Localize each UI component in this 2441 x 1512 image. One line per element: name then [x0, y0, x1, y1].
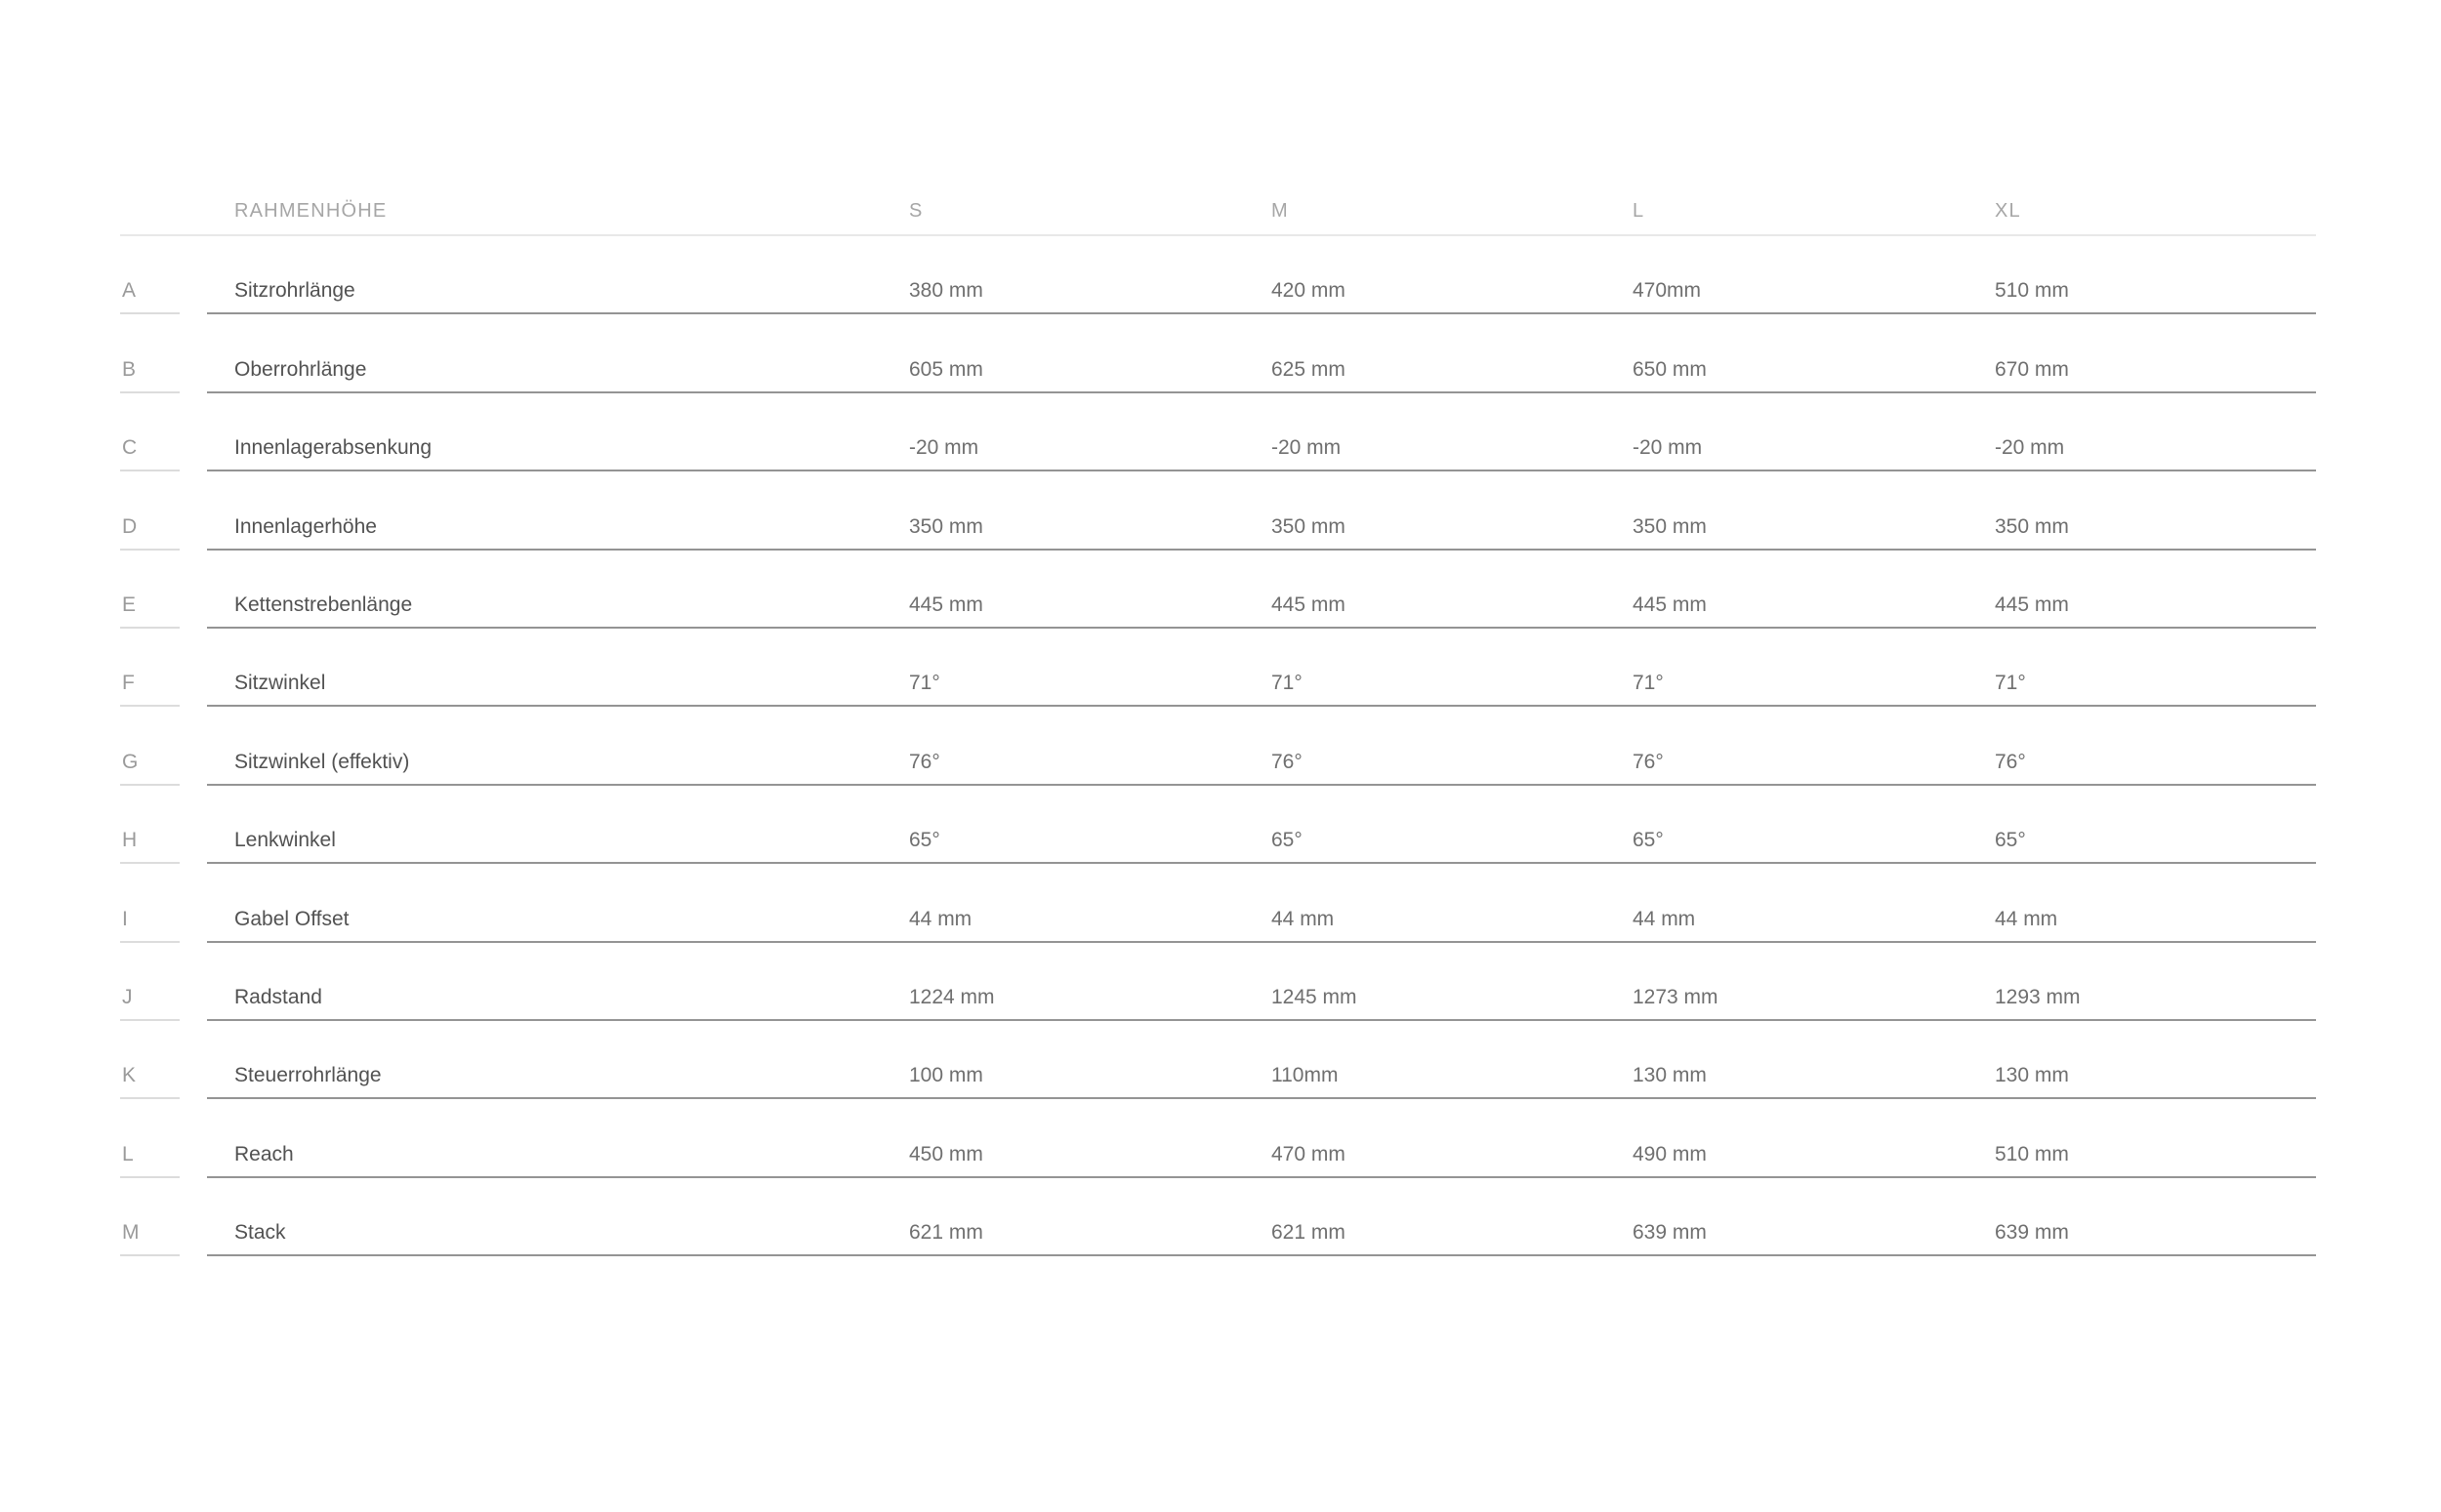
row-letter: L	[122, 1142, 134, 1165]
value-size-s: -20 mm	[909, 436, 979, 460]
value-size-xl: 130 mm	[1995, 1064, 2069, 1087]
row-letter: H	[122, 829, 138, 852]
row-letter: A	[122, 279, 137, 303]
row-letter: M	[122, 1221, 140, 1245]
table-row	[0, 786, 2441, 864]
value-size-l: 445 mm	[1633, 593, 1707, 616]
value-size-xl: 350 mm	[1995, 514, 2069, 538]
row-label: Lenkwinkel	[234, 829, 336, 852]
value-size-s: 44 mm	[909, 907, 972, 930]
value-size-m: 420 mm	[1271, 279, 1345, 303]
value-size-xl: 510 mm	[1995, 279, 2069, 303]
value-size-s: 65°	[909, 829, 940, 852]
value-size-m: 110mm	[1271, 1064, 1339, 1087]
value-size-m: 65°	[1271, 829, 1303, 852]
row-letter: K	[122, 1064, 137, 1087]
value-size-l: 130 mm	[1633, 1064, 1707, 1087]
value-size-l: 350 mm	[1633, 514, 1707, 538]
value-size-s: 445 mm	[909, 593, 983, 616]
column-header-size-m: M	[1271, 200, 1289, 222]
row-letter: B	[122, 357, 137, 381]
table-row	[0, 943, 2441, 1021]
value-size-s: 350 mm	[909, 514, 983, 538]
table-row	[0, 707, 2441, 785]
value-size-l: -20 mm	[1633, 436, 1703, 460]
row-label: Oberrohrlänge	[234, 357, 367, 381]
value-size-s: 450 mm	[909, 1142, 983, 1165]
value-size-xl: -20 mm	[1995, 436, 2065, 460]
row-letter: F	[122, 672, 135, 695]
value-size-m: 76°	[1271, 750, 1303, 773]
value-size-l: 44 mm	[1633, 907, 1696, 930]
row-label: Sitzwinkel (effektiv)	[234, 750, 410, 773]
value-size-s: 380 mm	[909, 279, 983, 303]
value-size-s: 71°	[909, 672, 940, 695]
table-row	[0, 1021, 2441, 1099]
value-size-s: 100 mm	[909, 1064, 983, 1087]
row-letter: E	[122, 593, 137, 616]
table-row	[0, 1178, 2441, 1256]
column-header-size-l: L	[1633, 200, 1645, 222]
value-size-l: 490 mm	[1633, 1142, 1707, 1165]
column-header-size-s: S	[909, 200, 924, 222]
value-size-m: 1245 mm	[1271, 985, 1357, 1008]
table-row	[0, 629, 2441, 707]
row-label: Stack	[234, 1221, 286, 1245]
value-size-xl: 445 mm	[1995, 593, 2069, 616]
table-row	[0, 1099, 2441, 1177]
row-label: Radstand	[234, 985, 322, 1008]
value-size-xl: 1293 mm	[1995, 985, 2081, 1008]
value-size-xl: 639 mm	[1995, 1221, 2069, 1245]
value-size-l: 639 mm	[1633, 1221, 1707, 1245]
table-header-row	[0, 0, 2441, 236]
column-header-rahmenhoehe: RAHMENHÖHE	[234, 200, 388, 222]
row-label: Steuerrohrlänge	[234, 1064, 382, 1087]
row-letter: C	[122, 436, 138, 460]
value-size-l: 470mm	[1633, 279, 1702, 303]
row-letter: D	[122, 514, 138, 538]
value-size-m: 625 mm	[1271, 357, 1345, 381]
value-size-l: 1273 mm	[1633, 985, 1718, 1008]
row-letter: G	[122, 750, 139, 773]
value-size-l: 76°	[1633, 750, 1664, 773]
column-header-size-xl: XL	[1995, 200, 2021, 222]
value-size-xl: 44 mm	[1995, 907, 2058, 930]
table-body	[0, 236, 2441, 1256]
table-row	[0, 393, 2441, 471]
table-row	[0, 236, 2441, 314]
value-size-m: 445 mm	[1271, 593, 1345, 616]
row-letter: J	[122, 985, 133, 1008]
table-row	[0, 864, 2441, 942]
value-size-m: 71°	[1271, 672, 1303, 695]
value-size-s: 1224 mm	[909, 985, 995, 1008]
value-size-l: 71°	[1633, 672, 1664, 695]
value-size-xl: 76°	[1995, 750, 2026, 773]
table-row	[0, 551, 2441, 629]
row-label: Sitzwinkel	[234, 672, 326, 695]
row-label: Sitzrohrlänge	[234, 279, 355, 303]
value-size-m: 44 mm	[1271, 907, 1335, 930]
value-size-m: -20 mm	[1271, 436, 1342, 460]
row-label: Innenlagerhöhe	[234, 514, 377, 538]
table-row	[0, 314, 2441, 392]
value-size-xl: 71°	[1995, 672, 2026, 695]
row-label: Gabel Offset	[234, 907, 350, 930]
value-size-s: 605 mm	[909, 357, 983, 381]
table-row	[0, 471, 2441, 550]
row-label: Kettenstrebenlänge	[234, 593, 413, 616]
value-size-s: 76°	[909, 750, 940, 773]
value-size-s: 621 mm	[909, 1221, 983, 1245]
row-label: Reach	[234, 1142, 294, 1165]
value-size-xl: 65°	[1995, 829, 2026, 852]
row-label: Innenlagerabsenkung	[234, 436, 433, 460]
value-size-m: 350 mm	[1271, 514, 1345, 538]
value-size-m: 470 mm	[1271, 1142, 1345, 1165]
value-size-l: 650 mm	[1633, 357, 1707, 381]
value-size-xl: 670 mm	[1995, 357, 2069, 381]
value-size-l: 65°	[1633, 829, 1664, 852]
value-size-xl: 510 mm	[1995, 1142, 2069, 1165]
row-letter: I	[122, 907, 128, 930]
value-size-m: 621 mm	[1271, 1221, 1345, 1245]
